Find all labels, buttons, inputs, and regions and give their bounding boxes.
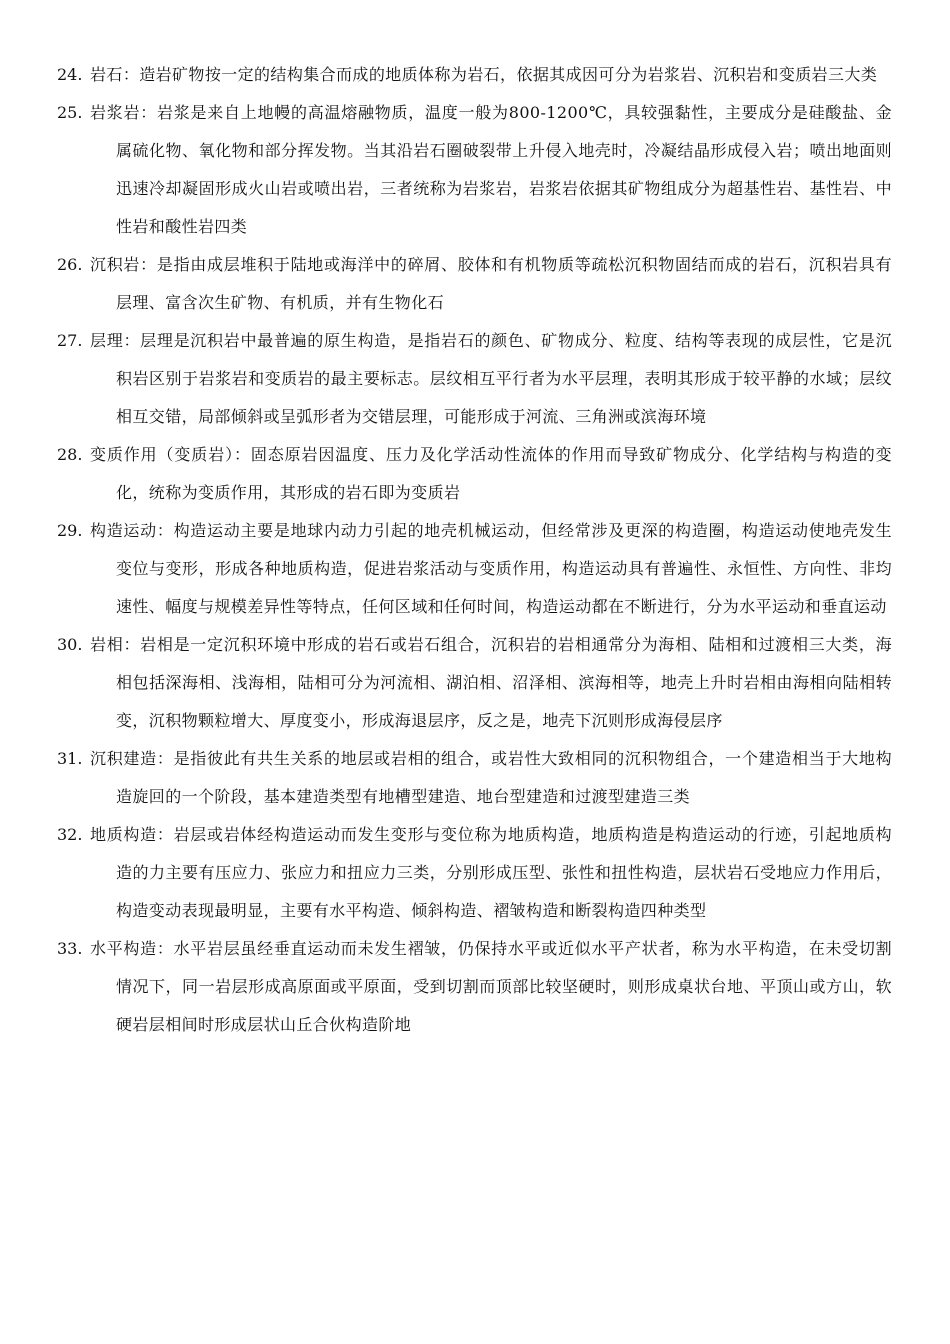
entry-number: 26.: [57, 255, 83, 274]
entry-number: 32.: [57, 825, 83, 844]
entry-number: 33.: [57, 939, 83, 958]
entry-number: 24.: [57, 65, 83, 84]
glossary-entry-29: [0, 512, 892, 626]
entry-definition: 岩相是一定沉积环境中形成的岩石或岩石组合，沉积岩的岩相通常分为海相、陆相和过渡相三大类，海相包括深海相、浅海相，陆相可分为河流相、湖泊相、沼泽相、滨海相等，地壳上升时岩相由海相向陆相转变，沉积物颗粒增大、厚度变小，形成海退层序，反之是，地壳下沉则形成海侵层序: [116, 635, 892, 730]
entry-definition: 固态原岩因温度、压力及化学活动性流体的作用而导致矿物成分、化学结构与构造的变化，统称为变质作用，其形成的岩石即为变质岩: [116, 445, 892, 502]
glossary-entry-32: [0, 816, 892, 930]
entry-definition: 造岩矿物按一定的结构集合而成的地质体称为岩石，依据其成因可分为岩浆岩、沉积岩和变质岩三大类: [139, 65, 878, 84]
entry-term: 岩相: [90, 635, 124, 654]
entry-number: 27.: [57, 331, 83, 350]
glossary-entry-26: [0, 246, 892, 322]
glossary-list: [0, 56, 950, 1044]
entry-separator: ：: [156, 521, 174, 540]
entry-term: 变质作用（变质岩）: [90, 445, 234, 464]
entry-number: 30.: [57, 635, 83, 654]
entry-definition: 水平岩层虽经垂直运动而未发生褶皱，仍保持水平或近似水平产状者，称为水平构造，在未受切割情况下，同一岩层形成高原面或平原面，受到切割而顶部比较坚硬时，则形成桌状台地、平顶山或方山，软硬岩层相间时形成层状山丘合伙构造阶地: [116, 939, 892, 1034]
entry-definition: 层理是沉积岩中最普遍的原生构造，是指岩石的颜色、矿物成分、粒度、结构等表现的成层性，它是沉积岩区别于岩浆岩和变质岩的最主要标志。层纹相互平行者为水平层理，表明其形成于较平静的水域；层纹相互交错，局部倾斜或呈弧形者为交错层理，可能形成于河流、三角洲或滨海环境: [116, 331, 892, 426]
entry-term: 岩浆岩: [90, 103, 141, 122]
glossary-entry-31: [0, 740, 892, 816]
entry-separator: ：: [123, 331, 141, 350]
entry-term: 沉积岩: [90, 255, 141, 274]
entry-separator: ：: [140, 103, 157, 122]
entry-definition: 是指彼此有共生关系的地层或岩相的组合，或岩性大致相同的沉积物组合，一个建造相当于大地构造旋回的一个阶段，基本建造类型有地槽型建造、地台型建造和过渡型建造三类: [116, 749, 892, 806]
entry-number: 29.: [57, 521, 83, 540]
entry-number: 25.: [57, 103, 83, 122]
entry-term: 地质构造: [90, 825, 157, 844]
glossary-entry-25: [0, 94, 892, 246]
entry-definition: 岩层或岩体经构造运动而发生变形与变位称为地质构造，地质构造是构造运动的行迹，引起地质构造的力主要有压应力、张应力和扭应力三类，分别形成压型、张性和扭性构造，层状岩石受地应力作用后，构造变动表现最明显，主要有水平构造、倾斜构造、褶皱构造和断裂构造四种类型: [116, 825, 892, 920]
glossary-entry-30: [0, 626, 892, 740]
entry-separator: ：: [233, 445, 251, 464]
entry-definition: 是指由成层堆积于陆地或海洋中的碎屑、胶体和有机物质等疏松沉积物固结而成的岩石，沉积岩具有层理、富含次生矿物、有机质，并有生物化石: [116, 255, 892, 312]
entry-definition: 岩浆是来自上地幔的高温熔融物质，温度一般为800-1200℃，具较强黏性，主要成分是硅酸盐、金属硫化物、氧化物和部分挥发物。当其沿岩石圈破裂带上升侵入地壳时，冷凝结晶形成侵入岩；喷出地面则迅速冷却凝固形成火山岩或喷出岩，三者统称为岩浆岩，岩浆岩依据其矿物组成分为超基性岩、基性岩、中性岩和酸性岩四类: [116, 103, 892, 236]
entry-separator: ：: [156, 749, 174, 768]
entry-number: 31.: [57, 749, 83, 768]
entry-term: 水平构造: [90, 939, 157, 958]
entry-separator: ：: [140, 255, 157, 274]
glossary-entry-24: [0, 56, 892, 94]
entry-separator: ：: [156, 939, 174, 958]
entry-term: 构造运动: [90, 521, 157, 540]
entry-term: 沉积建造: [90, 749, 157, 768]
entry-separator: ：: [123, 635, 141, 654]
entry-term: 岩石: [90, 65, 123, 84]
entry-separator: ：: [122, 65, 140, 84]
entry-term: 层理: [90, 331, 124, 350]
entry-separator: ：: [156, 825, 174, 844]
glossary-entry-33: [0, 930, 892, 1044]
glossary-entry-28: [0, 436, 892, 512]
glossary-entry-27: [0, 322, 892, 436]
entry-definition: 构造运动主要是地球内动力引起的地壳机械运动，但经常涉及更深的构造圈，构造运动使地壳发生变位与变形，形成各种地质构造，促进岩浆活动与变质作用，构造运动具有普遍性、永恒性、方向性、非均速性、幅度与规模差异性等特点，任何区域和任何时间，构造运动都在不断进行，分为水平运动和垂直运动: [116, 521, 892, 616]
entry-number: 28.: [57, 445, 83, 464]
